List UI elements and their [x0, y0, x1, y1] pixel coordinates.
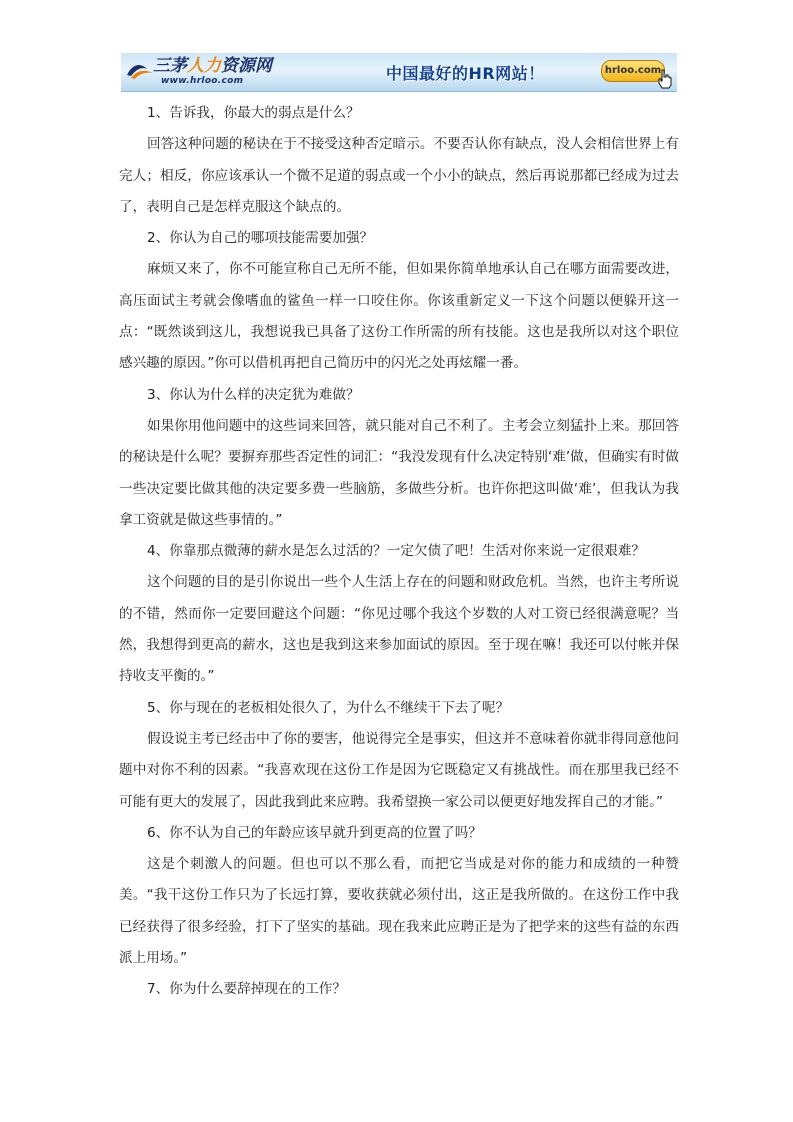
answer-1: 回答这种问题的秘诀在于不接受这种否定暗示。不要否认你有缺点，没人会相信世界上有完人；相反，你应该承认一个微不足道的弱点或一个小小的缺点，然后再说那都已经成为过去了，表明自己是怎样克服这个缺点的。	[119, 136, 679, 215]
question-3: 3、你认为什么样的决定犹为难做？	[147, 386, 360, 403]
wave-logo-icon	[125, 59, 155, 81]
question-1: 1、告诉我，你最大的弱点是什么？	[147, 105, 360, 121]
hrloo-banner[interactable]	[121, 53, 677, 92]
answer-3: 如果你用他问题中的这些词来回答，就只能对自己不利了。主考会立刻猛扑上来。那回答的秘诀是什么呢？要摒弃那些否定性的词汇：“我没发现有什么决定特别‘难’做，但确实有时做一些决定要比做其他的决定要多费一些脑筋，多做些分析。也许你把这叫做‘难’，但我认为我拿工资就是做这些事情的。”	[119, 417, 679, 528]
banner-slogan: 中国最好的HR网站！	[386, 64, 545, 83]
site-link-badge[interactable]: hrloo.com	[601, 60, 665, 82]
question-6: 6、你不认为自己的年龄应该早就升到更高的位置了吗？	[147, 824, 482, 841]
answer-6: 这是个刺激人的问题。但也可以不那么看，而把它当成是对你的能力和成绩的一种赞美。“我干这份工作只为了长远打算，要收获就必须付出，这正是我所做的。在这份工作中我已经获得了很多经验，打下了坚实的基础。现在我来此应聘正是为了把学来的这些有益的东西派上用场。”	[119, 856, 679, 967]
question-2: 2、你认为自己的哪项技能需要加强？	[147, 230, 374, 247]
site-logo	[125, 55, 303, 89]
answer-4: 这个问题的目的是引你说出一些个人生活上存在的问题和财政危机。当然，也许主考所说的不错，然而你一定要回避这个问题：“你见过哪个我这个岁数的人对工资已经很满意呢？当然，我想得到更高的薪水，这也是我到这来参加面试的原因。至于现在嘛！我还可以付帐并保持收支平衡的。”	[119, 574, 679, 685]
logo-url: www.hrloo.com	[161, 76, 244, 86]
question-5: 5、你与现在的老板相处很久了，为什么不继续干下去了呢？	[147, 699, 510, 716]
question-4: 4、你靠那点微薄的薪水是怎么过活的？一定欠债了吧！生活对你来说一定很艰难？	[147, 543, 646, 560]
document-body	[119, 98, 679, 1006]
hand-cursor-icon	[657, 69, 673, 89]
logo-wordmark	[153, 55, 272, 77]
answer-5: 假设说主考已经击中了你的要害，他说得完全是事实，但这并不意味着你就非得同意他问题中对你不利的因素。“我喜欢现在这份工作是因为它既稳定又有挑战性。而在那里我已经不可能有更大的发展了，因此我到此来应聘。我希望换一家公司以便更好地发挥自己的才能。”	[119, 730, 679, 810]
answer-2: 麻烦又来了，你不可能宣称自己无所不能，但如果你简单地承认自己在哪方面需要改进，高压面试主考就会像嗜血的鲨鱼一样一口咬住你。你该重新定义一下这个问题以便躲开这一点：“既然谈到这儿，我想说我已具备了这份工作所需的所有技能。这也是我所以对这个职位感兴趣的原因。”你可以借机再把自己简历中的闪光之处再炫耀一番。	[119, 261, 679, 372]
logo-part2: 人力	[187, 56, 221, 76]
logo-part1: 三茅	[153, 56, 187, 76]
logo-part3: 资源网	[221, 56, 272, 76]
question-7: 7、你为什么要辞掉现在的工作？	[147, 981, 346, 998]
